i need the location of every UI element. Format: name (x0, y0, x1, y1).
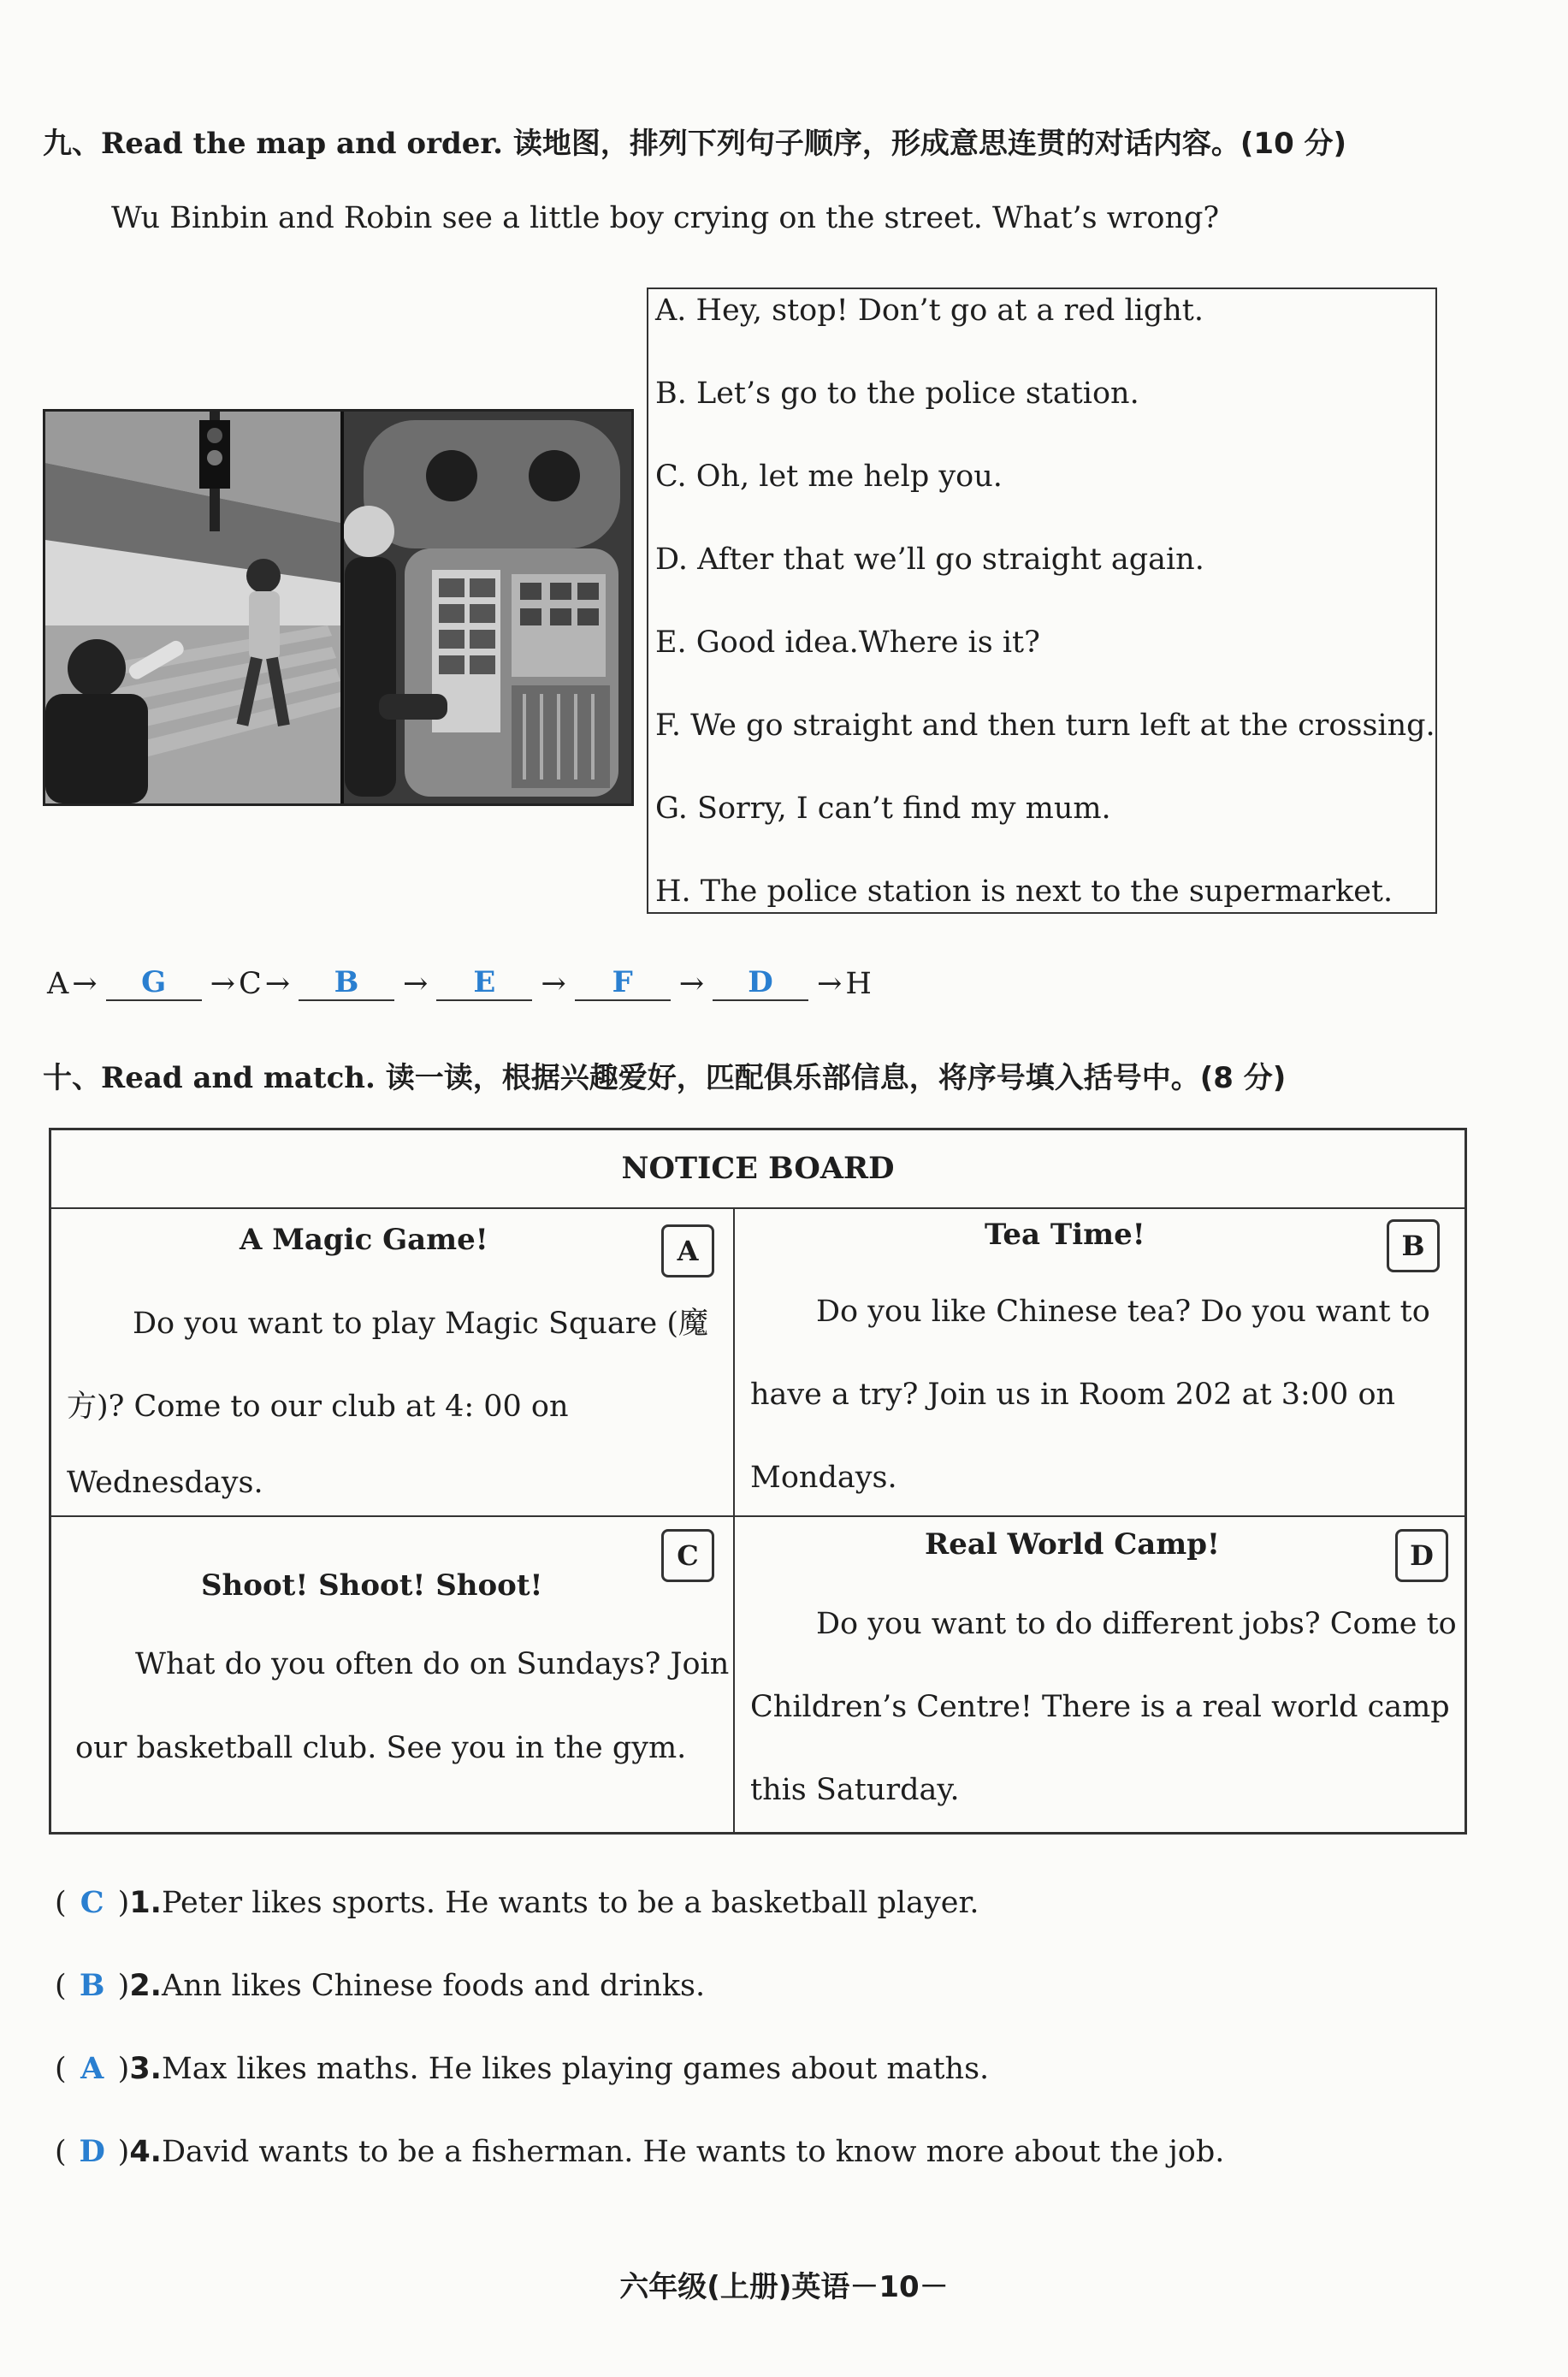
arrow-icon: → (817, 967, 843, 1001)
club-c-badge: C (661, 1529, 714, 1582)
club-a-line-3: Wednesdays. (67, 1466, 263, 1500)
dialogue-options-box (647, 287, 1437, 914)
club-b-line-1: Do you like Chinese tea? Do you want to (816, 1295, 1430, 1329)
club-d-line-3: this Saturday. (750, 1773, 960, 1807)
notice-board-title: NOTICE BOARD (51, 1130, 1464, 1209)
club-a-line-1: Do you want to play Magic Square (魔 (133, 1307, 708, 1341)
club-c-cell (51, 1517, 733, 1832)
question-4: ( D )4.David wants to be a fisherman. He wants to know more about the job. (55, 2134, 1225, 2169)
arrow-icon: → (403, 967, 429, 1001)
arrow-icon: → (210, 967, 235, 1001)
order-blank-2[interactable]: B (299, 965, 394, 1001)
club-a-badge: A (661, 1224, 714, 1277)
club-a-title: A Magic Game! (240, 1223, 488, 1257)
club-b-line-2: have a try? Join us in Room 202 at 3:00 on (750, 1378, 1396, 1412)
order-blank-4[interactable]: F (575, 965, 671, 1001)
club-d-title: Real World Camp! (925, 1527, 1220, 1562)
order-blank-1[interactable]: G (106, 965, 202, 1001)
order-fixed-c: C (238, 967, 262, 1001)
club-c-line-1: What do you often do on Sundays? Join (135, 1647, 730, 1681)
page-footer: 六年级(上册)英语－10－ (619, 2270, 949, 2304)
arrow-icon: → (678, 967, 705, 1001)
option-d: D. After that we’ll go straight again. (655, 542, 1204, 577)
club-c-title: Shoot! Shoot! Shoot! (201, 1568, 543, 1603)
section-10-title: 十、Read and match. 读一读，根据兴趣爱好，匹配俱乐部信息，将序号填入括号中。(8 分) (43, 1061, 1287, 1095)
question-3: ( A )3.Max likes maths. He likes playing games about maths. (55, 2051, 990, 2086)
arrow-icon: → (72, 967, 98, 1001)
answer-3[interactable]: A (80, 2051, 104, 2086)
option-b: B. Let’s go to the police station. (655, 376, 1139, 411)
option-a: A. Hey, stop! Don’t go at a red light. (655, 293, 1204, 328)
option-e: E. Good idea.Where is it? (655, 625, 1040, 660)
order-end: H (845, 967, 872, 1001)
club-d-badge: D (1395, 1529, 1448, 1582)
section-9-title: 九、Read the map and order. 读地图，排列下列句子顺序，形成意思连贯的对话内容。(10 分) (43, 127, 1347, 161)
arrow-icon: → (541, 967, 566, 1001)
order-start: A (47, 967, 69, 1001)
option-g: G. Sorry, I can’t find my mum. (655, 791, 1111, 826)
answer-2[interactable]: B (79, 1968, 105, 2003)
question-1: ( C )1.Peter likes sports. He wants to be a basketball player. (55, 1885, 979, 1920)
option-c: C. Oh, let me help you. (655, 459, 1003, 494)
club-b-title: Tea Time! (985, 1218, 1145, 1252)
order-blank-5[interactable]: D (713, 965, 808, 1001)
order-blank-3[interactable]: E (436, 965, 532, 1001)
option-h: H. The police station is next to the supermarket. (655, 874, 1393, 909)
answer-4[interactable]: D (79, 2134, 105, 2169)
answer-1[interactable]: C (80, 1885, 104, 1920)
club-b-badge: B (1387, 1219, 1440, 1272)
question-2: ( B )2.Ann likes Chinese foods and drinks. (55, 1968, 706, 2003)
order-answer-line (47, 965, 872, 1001)
club-b-line-3: Mondays. (750, 1461, 897, 1495)
club-d-line-2: Children’s Centre! There is a real world camp (750, 1690, 1450, 1724)
arrow-icon: → (264, 967, 291, 1001)
section-9-intro: Wu Binbin and Robin see a little boy crying on the street. What’s wrong? (111, 201, 1220, 235)
club-b-cell (735, 1207, 1462, 1515)
notice-board (49, 1128, 1467, 1835)
option-f: F. We go straight and then turn left at the crossing. (655, 708, 1435, 743)
street-scene-image (43, 409, 634, 806)
club-a-cell (51, 1207, 733, 1515)
club-a-line-2: 方)? Come to our club at 4: 00 on (67, 1390, 569, 1424)
club-c-line-2: our basketball club. See you in the gym. (75, 1731, 687, 1765)
club-d-line-1: Do you want to do different jobs? Come to (816, 1607, 1457, 1641)
club-d-cell (735, 1517, 1462, 1832)
